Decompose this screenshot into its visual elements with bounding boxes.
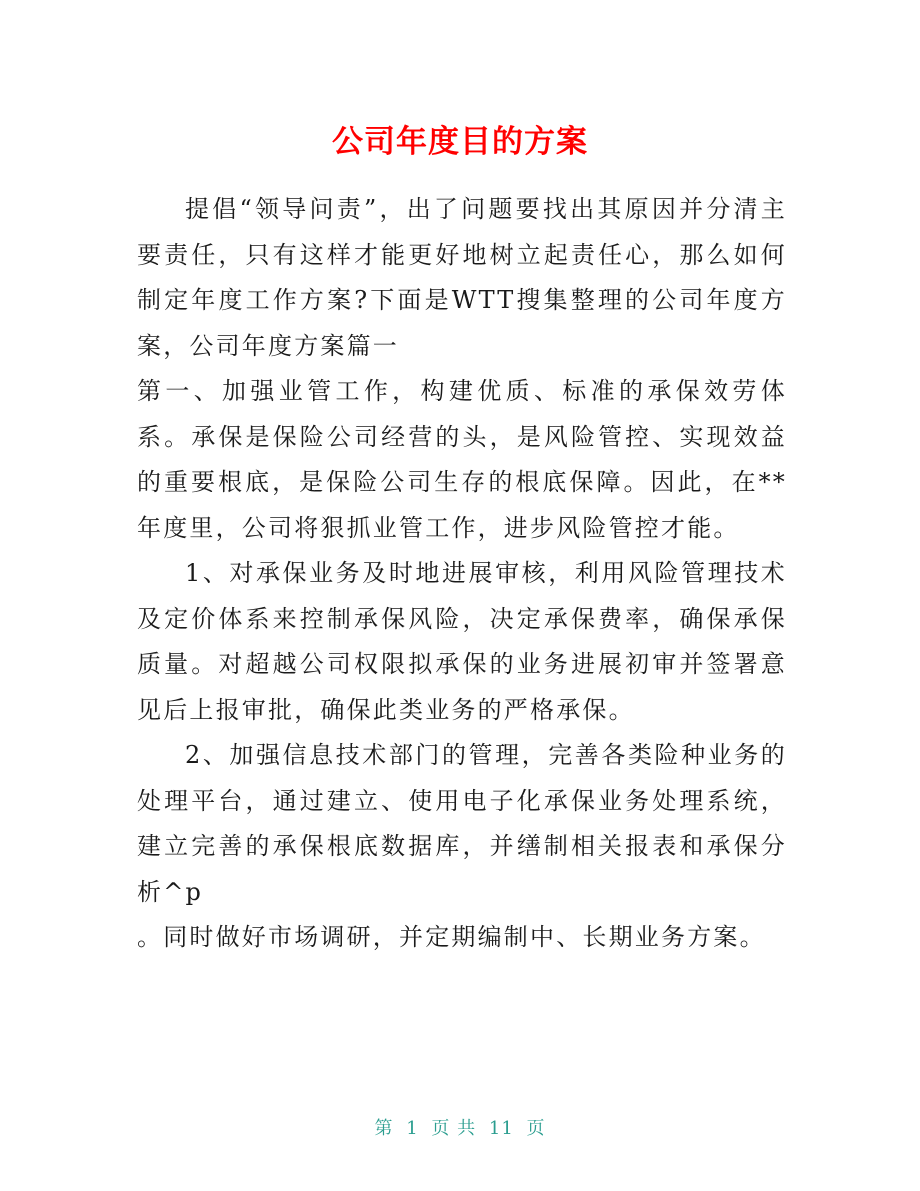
- page-footer: [0, 1114, 920, 1140]
- footer-suffix: 页: [526, 1118, 546, 1139]
- document-body: [137, 187, 787, 961]
- footer-prefix: 第: [374, 1118, 394, 1139]
- footer-middle: 页 共: [431, 1118, 477, 1139]
- footer-total-pages: 11: [488, 1118, 514, 1139]
- paragraph-item-1: 1、对承保业务及时地进展审核，利用风险管理技术及定价体系来控制承保风险，决定承保费率，确保承保质量。对超越公司权限拟承保的业务进展初审并签署意见后上报审批，确保此类业务的严格承保。: [137, 559, 787, 724]
- paragraph-intro: 提倡“领导问责”，出了问题要找出其原因并分清主要责任，只有这样才能更好地树立起责任心，那么如何制定年度工作方案?下面是WTT搜集整理的公司年度方案，公司年度方案篇一: [137, 195, 787, 360]
- paragraph-section-one: 第一、加强业管工作，构建优质、标准的承保效劳体系。承保是保险公司经营的头，是风险管控、实现效益的重要根底，是保险公司生存的根底保障。因此，在**年度里，公司将狠抓业管工作，进步风险管控才能。: [137, 377, 787, 542]
- document-title: 公司年度目的方案: [332, 124, 588, 160]
- footer-page-number: 1: [406, 1118, 419, 1139]
- paragraph-continuation: 。同时做好市场调研，并定期编制中、长期业务方案。: [137, 923, 766, 951]
- paragraph-item-2: 2、加强信息技术部门的管理，完善各类险种业务的处理平台，通过建立、使用电子化承保业务处理系统，建立完善的承保根底数据库，并缮制相关报表和承保分析^p: [137, 741, 787, 906]
